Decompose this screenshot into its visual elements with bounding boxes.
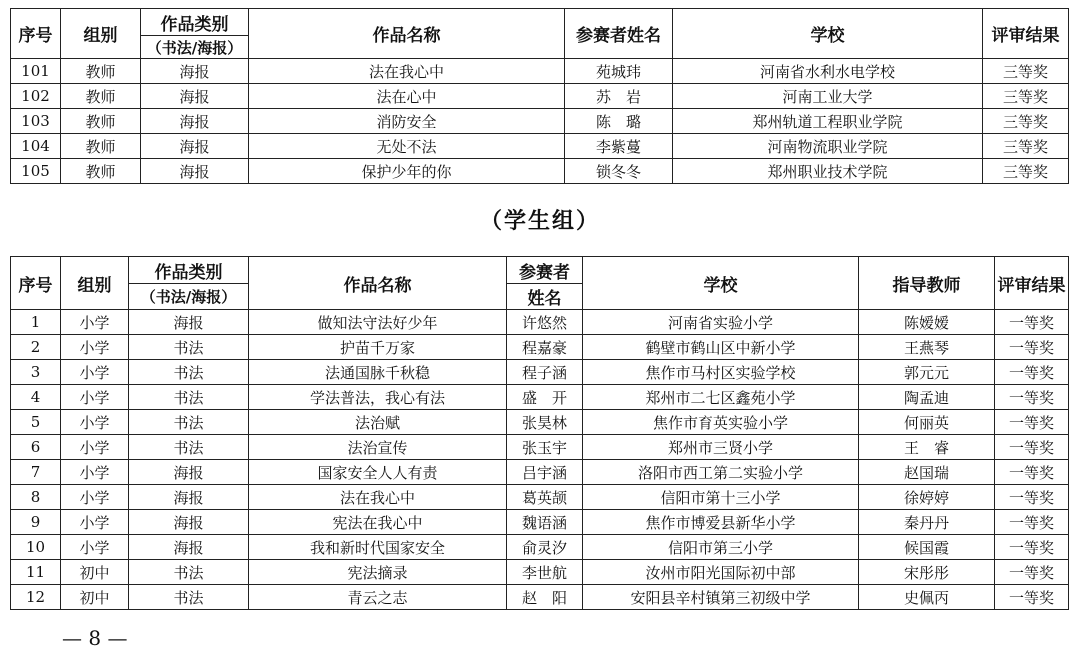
cell-teacher: 郭元元	[859, 360, 995, 385]
cell-school: 焦作市马村区实验学校	[583, 360, 859, 385]
cell-result: 三等奖	[983, 59, 1069, 84]
cell-type: 书法	[129, 585, 249, 610]
cell-school: 河南物流职业学院	[673, 134, 983, 159]
cell-result: 三等奖	[983, 134, 1069, 159]
cell-participant: 赵 阳	[507, 585, 583, 610]
cell-title: 保护少年的你	[249, 159, 565, 184]
header-no: 序号	[11, 9, 61, 59]
cell-participant: 张玉宇	[507, 435, 583, 460]
section-title-student-group: （学生组）	[479, 209, 600, 234]
cell-result: 一等奖	[995, 310, 1069, 335]
cell-title: 法在我心中	[249, 59, 565, 84]
cell-participant: 程嘉豪	[507, 335, 583, 360]
cell-school: 安阳县辛村镇第三初级中学	[583, 585, 859, 610]
cell-no: 8	[11, 485, 61, 510]
cell-type: 海报	[141, 109, 249, 134]
cell-school: 郑州市二七区鑫苑小学	[583, 385, 859, 410]
table-row	[11, 335, 1069, 360]
cell-group: 小学	[61, 335, 129, 360]
header-school: 学校	[583, 257, 859, 310]
table-row	[11, 585, 1069, 610]
cell-teacher: 候国霞	[859, 535, 995, 560]
cell-participant: 魏语涵	[507, 510, 583, 535]
cell-result: 三等奖	[983, 84, 1069, 109]
cell-result: 一等奖	[995, 560, 1069, 585]
table-row	[11, 410, 1069, 435]
cell-no: 4	[11, 385, 61, 410]
cell-type: 海报	[129, 510, 249, 535]
header-type-sub: （书法/海报）	[129, 284, 249, 310]
cell-result: 一等奖	[995, 435, 1069, 460]
cell-title: 法通国脉千秋稳	[249, 360, 507, 385]
cell-type: 书法	[129, 410, 249, 435]
cell-group: 初中	[61, 560, 129, 585]
table-row	[11, 435, 1069, 460]
cell-group: 教师	[61, 59, 141, 84]
cell-result: 一等奖	[995, 585, 1069, 610]
cell-type: 海报	[141, 59, 249, 84]
cell-title: 宪法在我心中	[249, 510, 507, 535]
cell-type: 海报	[129, 535, 249, 560]
teacher-results-table	[10, 8, 1069, 184]
cell-no: 9	[11, 510, 61, 535]
cell-group: 小学	[61, 460, 129, 485]
table-row	[11, 385, 1069, 410]
cell-teacher: 王 睿	[859, 435, 995, 460]
cell-result: 一等奖	[995, 510, 1069, 535]
table-header-row	[11, 9, 1069, 36]
cell-teacher: 秦丹丹	[859, 510, 995, 535]
cell-group: 初中	[61, 585, 129, 610]
header-participant-sub: 姓名	[507, 284, 583, 310]
cell-participant: 锁冬冬	[565, 159, 673, 184]
table-row	[11, 510, 1069, 535]
cell-group: 小学	[61, 310, 129, 335]
cell-participant: 吕宇涵	[507, 460, 583, 485]
cell-result: 三等奖	[983, 109, 1069, 134]
cell-school: 鹤壁市鹤山区中新小学	[583, 335, 859, 360]
cell-participant: 李世航	[507, 560, 583, 585]
cell-school: 洛阳市西工第二实验小学	[583, 460, 859, 485]
header-group: 组别	[61, 9, 141, 59]
cell-result: 一等奖	[995, 485, 1069, 510]
cell-group: 教师	[61, 134, 141, 159]
header-participant: 参赛者姓名	[565, 9, 673, 59]
cell-participant: 程子涵	[507, 360, 583, 385]
table-header-row	[11, 257, 1069, 284]
cell-school: 河南工业大学	[673, 84, 983, 109]
cell-school: 信阳市第十三小学	[583, 485, 859, 510]
cell-title: 做知法守法好少年	[249, 310, 507, 335]
cell-teacher: 何丽英	[859, 410, 995, 435]
cell-teacher: 宋彤彤	[859, 560, 995, 585]
cell-no: 5	[11, 410, 61, 435]
cell-teacher: 史佩丙	[859, 585, 995, 610]
cell-no: 1	[11, 310, 61, 335]
cell-title: 我和新时代国家安全	[249, 535, 507, 560]
cell-group: 小学	[61, 385, 129, 410]
cell-result: 一等奖	[995, 460, 1069, 485]
cell-teacher: 徐婷婷	[859, 485, 995, 510]
header-teacher: 指导教师	[859, 257, 995, 310]
cell-school: 郑州轨道工程职业学院	[673, 109, 983, 134]
cell-title: 学法普法，我心有法	[249, 385, 507, 410]
cell-title: 消防安全	[249, 109, 565, 134]
header-title: 作品名称	[249, 257, 507, 310]
cell-school: 河南省实验小学	[583, 310, 859, 335]
cell-no: 3	[11, 360, 61, 385]
cell-no: 103	[11, 109, 61, 134]
header-result: 评审结果	[983, 9, 1069, 59]
cell-result: 一等奖	[995, 360, 1069, 385]
cell-no: 105	[11, 159, 61, 184]
header-title: 作品名称	[249, 9, 565, 59]
table-row	[11, 134, 1069, 159]
cell-participant: 苑城玮	[565, 59, 673, 84]
table-row	[11, 109, 1069, 134]
student-results-table	[10, 256, 1069, 610]
cell-result: 一等奖	[995, 535, 1069, 560]
cell-no: 7	[11, 460, 61, 485]
cell-participant: 俞灵汐	[507, 535, 583, 560]
cell-type: 海报	[129, 460, 249, 485]
cell-title: 宪法摘录	[249, 560, 507, 585]
cell-result: 一等奖	[995, 410, 1069, 435]
table-row	[11, 360, 1069, 385]
cell-type: 书法	[129, 335, 249, 360]
cell-school: 信阳市第三小学	[583, 535, 859, 560]
cell-group: 小学	[61, 535, 129, 560]
cell-school: 汝州市阳光国际初中部	[583, 560, 859, 585]
cell-teacher: 陶孟迪	[859, 385, 995, 410]
cell-no: 2	[11, 335, 61, 360]
cell-school: 焦作市博爱县新华小学	[583, 510, 859, 535]
cell-no: 101	[11, 59, 61, 84]
cell-group: 小学	[61, 410, 129, 435]
cell-no: 104	[11, 134, 61, 159]
cell-type: 书法	[129, 360, 249, 385]
cell-group: 教师	[61, 109, 141, 134]
cell-title: 护苗千万家	[249, 335, 507, 360]
cell-title: 法治宣传	[249, 435, 507, 460]
header-type: 作品类别	[129, 257, 249, 284]
cell-participant: 许悠然	[507, 310, 583, 335]
cell-result: 一等奖	[995, 335, 1069, 360]
cell-school: 郑州职业技术学院	[673, 159, 983, 184]
cell-title: 青云之志	[249, 585, 507, 610]
cell-group: 小学	[61, 510, 129, 535]
header-participant: 参赛者	[507, 257, 583, 284]
cell-title: 法在我心中	[249, 485, 507, 510]
table-row	[11, 460, 1069, 485]
cell-no: 6	[11, 435, 61, 460]
cell-school: 郑州市三贤小学	[583, 435, 859, 460]
cell-type: 书法	[129, 435, 249, 460]
cell-participant: 苏 岩	[565, 84, 673, 109]
cell-group: 教师	[61, 84, 141, 109]
cell-school: 河南省水利水电学校	[673, 59, 983, 84]
cell-type: 书法	[129, 385, 249, 410]
cell-group: 小学	[61, 485, 129, 510]
cell-no: 11	[11, 560, 61, 585]
header-result: 评审结果	[995, 257, 1069, 310]
cell-title: 无处不法	[249, 134, 565, 159]
cell-teacher: 赵国瑞	[859, 460, 995, 485]
cell-type: 海报	[129, 485, 249, 510]
header-type-sub: （书法/海报）	[141, 36, 249, 59]
cell-no: 12	[11, 585, 61, 610]
cell-result: 三等奖	[983, 159, 1069, 184]
header-type: 作品类别	[141, 9, 249, 36]
cell-type: 海报	[141, 84, 249, 109]
cell-participant: 葛英颉	[507, 485, 583, 510]
cell-participant: 盛 开	[507, 385, 583, 410]
page-number: — 8 —	[62, 626, 128, 650]
table-row	[11, 59, 1069, 84]
table-row	[11, 485, 1069, 510]
table-row	[11, 84, 1069, 109]
cell-title: 法治赋	[249, 410, 507, 435]
cell-school: 焦作市育英实验小学	[583, 410, 859, 435]
cell-teacher: 王燕琴	[859, 335, 995, 360]
cell-type: 海报	[129, 310, 249, 335]
table-row	[11, 560, 1069, 585]
table-row	[11, 159, 1069, 184]
header-school: 学校	[673, 9, 983, 59]
cell-type: 海报	[141, 134, 249, 159]
header-no: 序号	[11, 257, 61, 310]
cell-no: 102	[11, 84, 61, 109]
cell-participant: 陈 璐	[565, 109, 673, 134]
cell-group: 小学	[61, 360, 129, 385]
header-group: 组别	[61, 257, 129, 310]
cell-teacher: 陈嫒嫒	[859, 310, 995, 335]
cell-title: 法在心中	[249, 84, 565, 109]
cell-participant: 李紫蔓	[565, 134, 673, 159]
table-row	[11, 535, 1069, 560]
cell-participant: 张昊林	[507, 410, 583, 435]
cell-group: 教师	[61, 159, 141, 184]
cell-group: 小学	[61, 435, 129, 460]
cell-result: 一等奖	[995, 385, 1069, 410]
table-row	[11, 310, 1069, 335]
cell-title: 国家安全人人有责	[249, 460, 507, 485]
cell-type: 书法	[129, 560, 249, 585]
cell-no: 10	[11, 535, 61, 560]
cell-type: 海报	[141, 159, 249, 184]
